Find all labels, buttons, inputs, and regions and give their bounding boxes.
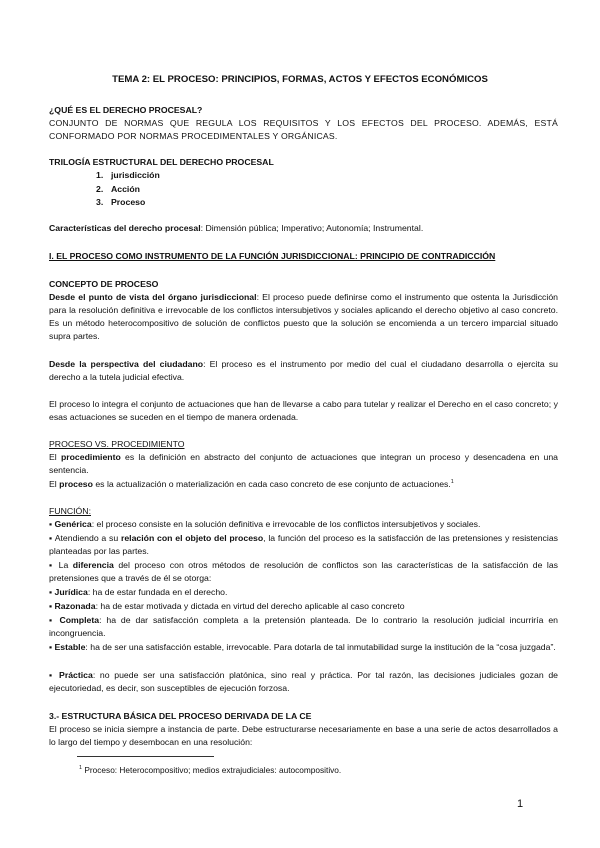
footnote-divider xyxy=(77,756,214,757)
list-item: 1. jurisdicción xyxy=(96,170,160,180)
bullet-icon: ▪ xyxy=(49,533,53,543)
bullet-icon: ▪ xyxy=(49,560,55,570)
trilogia-list xyxy=(96,169,160,210)
funcion-completa: ▪ Completa: ha de dar satisfacción completa a la pretensión planteada. De lo contrario la resolución judicial incurriría en incongruencia. xyxy=(49,615,558,638)
heading-trilogia: TRILOGÍA ESTRUCTURAL DEL DERECHO PROCESAL xyxy=(49,157,274,167)
bullet-icon: ▪ xyxy=(49,615,55,625)
heading-funcion: FUNCIÓN: xyxy=(49,506,91,516)
list-item: 2. Acción xyxy=(96,183,140,194)
list-item: 3. Proceso xyxy=(96,197,146,207)
bullet-icon: ▪ xyxy=(49,519,53,529)
section-3-paragraph: El proceso se inicia siempre a instancia de parte. Debe estructurarse necesariamente en base a una serie de actos desarrollados a lo largo del tiempo y desembocan en una resolución: xyxy=(49,724,558,747)
funcion-practica: ▪ Práctica: no puede ser una satisfacción platónica, sino real y práctica. Por tal razón, las decisiones judiciales gozan de ejecutoriedad, es decir, son susceptibles de ejecución forzosa. xyxy=(49,670,558,693)
concepto-integra-paragraph: El proceso lo integra el conjunto de actuaciones que han de llevarse a cabo para tutelar y realizar el Derecho en el caso concreto; y esas actuaciones se suceden en el tiempo de manera ordenada. xyxy=(49,399,558,422)
funcion-relacion: ▪ Atendiendo a su relación con el objeto del proceso, la función del proceso es la satisfacción de las pretensiones y resistencias planteadas por las partes. xyxy=(49,533,558,556)
proceso-paragraph: El proceso es la actualización o materialización en cada caso concreto de ese conjunto de actuaciones.$^1$ xyxy=(49,479,454,489)
bullet-icon: ▪ xyxy=(49,587,53,597)
funcion-razonada: ▪ Razonada: ha de estar motivada y dictada en virtud del derecho aplicable al caso concreto xyxy=(49,601,405,611)
heading-que-es: ¿QUÉ ES EL DERECHO PROCESAL? xyxy=(49,105,203,115)
document-title: TEMA 2: EL PROCESO: PRINCIPIOS, FORMAS, ACTOS Y EFECTOS ECONÓMICOS xyxy=(112,74,488,85)
section-3-heading: 3.- ESTRUCTURA BÁSICA DEL PROCESO DERIVADA DE LA CE xyxy=(49,711,312,721)
que-es-text: CONJUNTO DE NORMAS QUE REGULA LOS REQUISITOS Y LOS EFECTOS DEL PROCESO. ADEMÁS, ESTÁ CONFORMADO POR NORMAS PROCEDIMENTALES Y ORGÁNICAS. xyxy=(49,118,558,141)
funcion-diferencia: ▪ La diferencia del proceso con otros métodos de resolución de conflictos son las características de la satisfacción de las pretensiones que a través de él se otorga: xyxy=(49,560,558,583)
footnote-ref: 1 xyxy=(450,479,454,485)
footnote: $^1$ Proceso: Heterocompositivo; medios extrajudiciales: autocompositivo. xyxy=(79,765,342,775)
bullet-icon: ▪ xyxy=(49,601,53,611)
procedimiento-paragraph: El procedimiento es la definición en abstracto del conjunto de actuaciones que integran un proceso y desencadena en una sentencia. xyxy=(49,452,558,475)
bullet-icon: ▪ xyxy=(49,670,55,680)
section-1-heading: I. EL PROCESO COMO INSTRUMENTO DE LA FUNCIÓN JURISDICCIONAL: PRINCIPIO DE CONTRADICCIÓN xyxy=(49,251,496,261)
caracteristicas-paragraph: Características del derecho procesal: Dimensión pública; Imperativo; Autonomía; Instrumental. xyxy=(49,223,424,233)
page-number: 1 xyxy=(517,798,524,810)
funcion-generica: ▪ Genérica: el proceso consiste en la solución definitiva e irrevocable de los conflictos intersubjetivos y sociales. xyxy=(49,519,481,529)
funcion-juridica: ▪ Jurídica: ha de estar fundada en el derecho. xyxy=(49,587,228,597)
heading-concepto: CONCEPTO DE PROCESO xyxy=(49,279,159,289)
concepto-ciudadano-paragraph: Desde la perspectiva del ciudadano: El proceso es el instrumento por medio del cual el ciudadano desarrolla o ejercita su derecho a la tutela judicial efectiva. xyxy=(49,359,558,382)
concepto-organo-paragraph: Desde el punto de vista del órgano jurisdiccional: El proceso puede definirse como el instrumento que ostenta la Jurisdicción para la resolución definitiva e irrevocable de los conflictos intersubjetivos y sociales aplicando el derecho objetivo al caso concreto. Es un método heterocompositivo de solución de conflictos puesto que la solución se encomienda a un tercero imparcial situado supra partes. xyxy=(49,292,558,341)
funcion-estable: ▪ Estable: ha de ser una satisfacción estable, irrevocable. Para dotarla de tal inmutabilidad surge la institución de la “cosa juzgada”. xyxy=(49,642,556,652)
bullet-icon: ▪ xyxy=(49,642,53,652)
heading-proceso-vs-procedimiento: PROCESO VS. PROCEDIMIENTO xyxy=(49,439,185,449)
